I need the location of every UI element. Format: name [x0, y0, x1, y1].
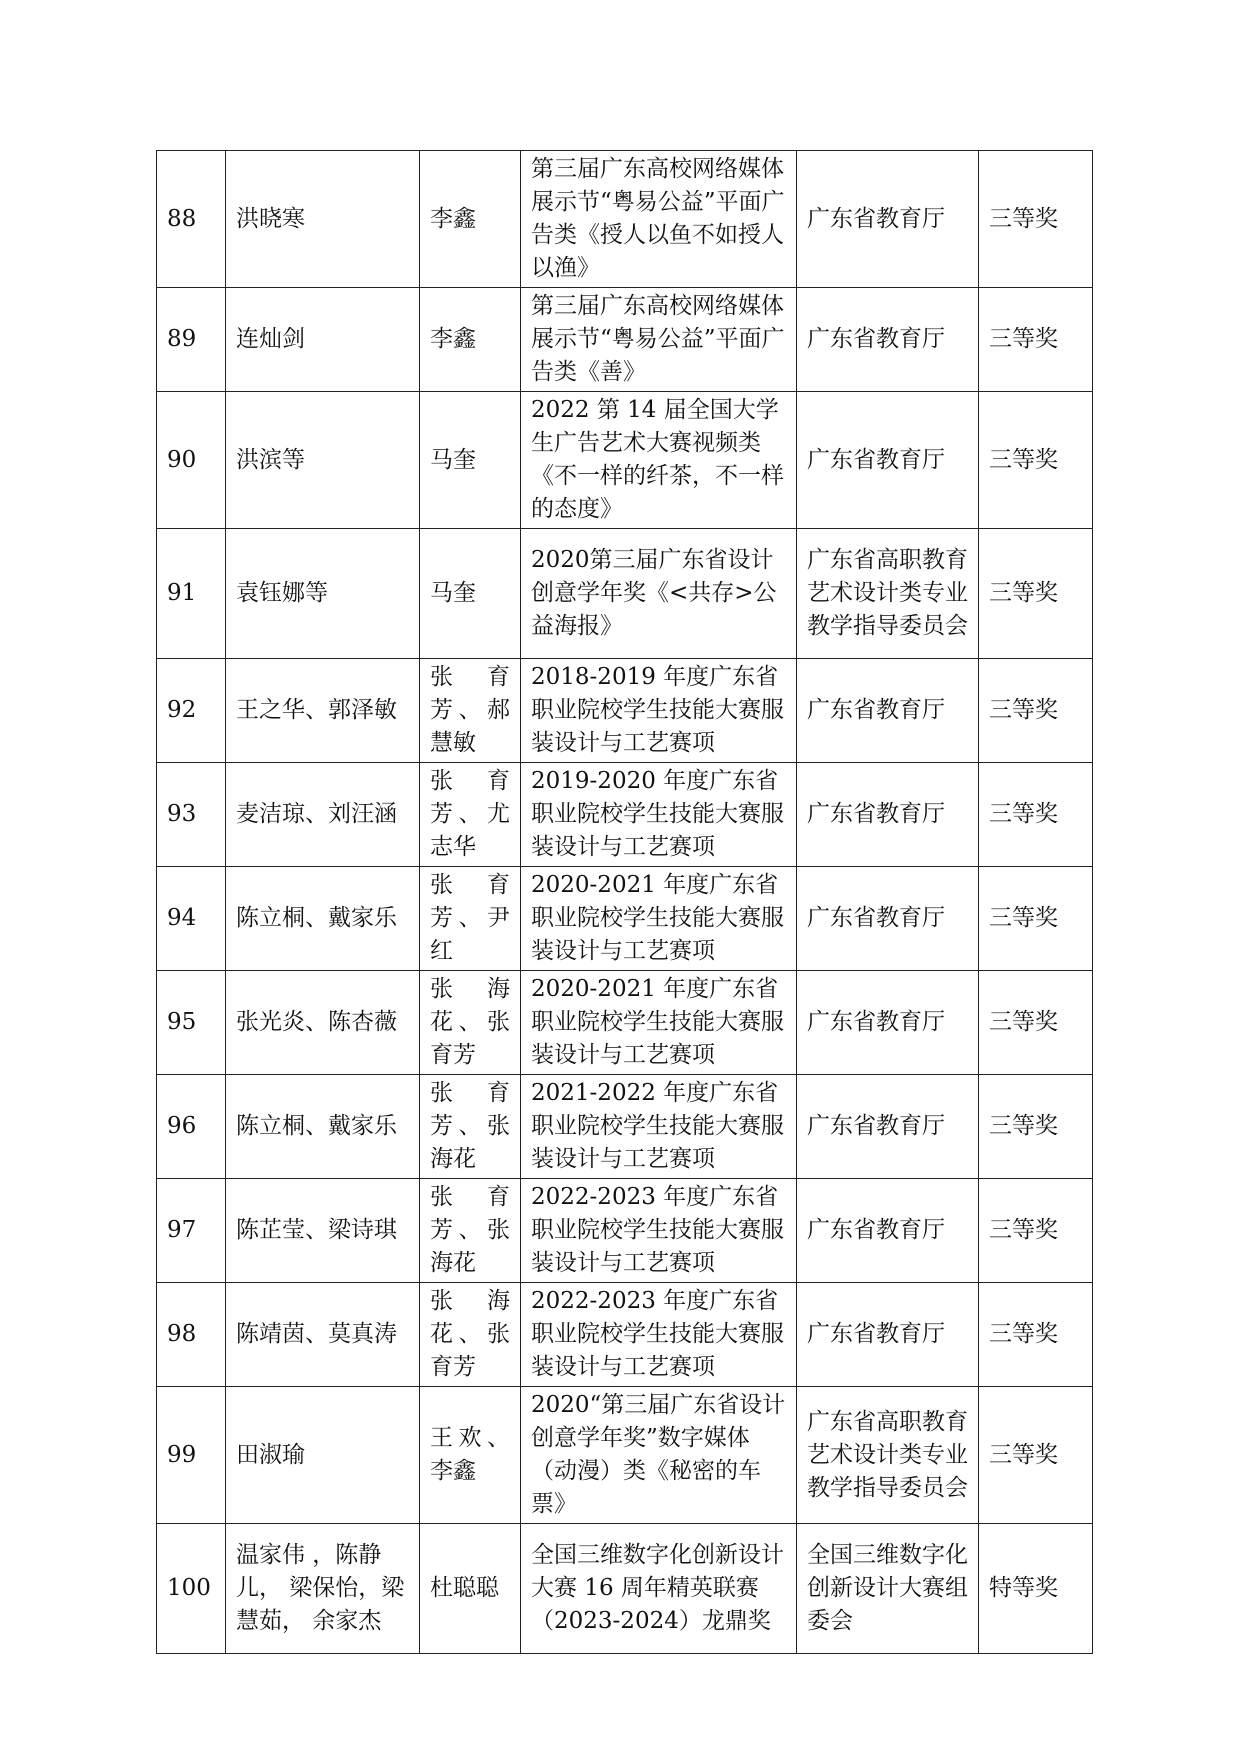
row-number: 92: [157, 659, 226, 763]
award-level: 三等奖: [979, 151, 1093, 288]
award-level: 三等奖: [979, 392, 1093, 529]
organizer: 广东省教育厅: [797, 867, 979, 971]
awards-table: [156, 150, 1093, 1654]
row-number: 96: [157, 1075, 226, 1179]
project-title: 第三届广东高校网络媒体展示节“粤易公益”平面广告类《善》: [521, 288, 797, 392]
award-level: 特等奖: [979, 1524, 1093, 1654]
table-row: [157, 392, 1093, 529]
table-row: [157, 659, 1093, 763]
award-level: 三等奖: [979, 1283, 1093, 1387]
student-names: 田淑瑜: [226, 1387, 420, 1524]
row-number: 91: [157, 529, 226, 659]
student-names: 洪晓寒: [226, 151, 420, 288]
organizer: 广东省教育厅: [797, 971, 979, 1075]
project-title: 2022 第 14 届全国大学生广告艺术大赛视频类《不一样的纤茶，不一样的态度》: [521, 392, 797, 529]
advisor-names: 王欢、李鑫: [420, 1387, 521, 1524]
advisor-names: 张 育 芳、尹红: [420, 867, 521, 971]
project-title: 2020第三届广东省设计创意学年奖《<共存>公益海报》: [521, 529, 797, 659]
project-title: 2018-2019 年度广东省职业院校学生技能大赛服装设计与工艺赛项: [521, 659, 797, 763]
row-number: 99: [157, 1387, 226, 1524]
table-row: [157, 529, 1093, 659]
advisor-names: 杜聪聪: [420, 1524, 521, 1654]
table-row: [157, 1283, 1093, 1387]
student-names: 陈立桐、戴家乐: [226, 1075, 420, 1179]
awards-table-body: [157, 151, 1093, 1654]
organizer: 广东省教育厅: [797, 151, 979, 288]
award-level: 三等奖: [979, 763, 1093, 867]
project-title: 2022-2023 年度广东省职业院校学生技能大赛服装设计与工艺赛项: [521, 1179, 797, 1283]
table-row: [157, 288, 1093, 392]
student-names: 陈芷莹、梁诗琪: [226, 1179, 420, 1283]
project-title: 2021-2022 年度广东省职业院校学生技能大赛服装设计与工艺赛项: [521, 1075, 797, 1179]
advisor-names: 李鑫: [420, 151, 521, 288]
row-number: 93: [157, 763, 226, 867]
project-title: 第三届广东高校网络媒体展示节“粤易公益”平面广告类《授人以鱼不如授人以渔》: [521, 151, 797, 288]
row-number: 90: [157, 392, 226, 529]
project-title: 2022-2023 年度广东省职业院校学生技能大赛服装设计与工艺赛项: [521, 1283, 797, 1387]
organizer: 广东省教育厅: [797, 1283, 979, 1387]
table-row: [157, 1387, 1093, 1524]
table-row: [157, 1179, 1093, 1283]
student-names: 陈立桐、戴家乐: [226, 867, 420, 971]
advisor-names: 马奎: [420, 529, 521, 659]
award-level: 三等奖: [979, 1387, 1093, 1524]
student-names: 王之华、郭泽敏: [226, 659, 420, 763]
row-number: 98: [157, 1283, 226, 1387]
row-number: 97: [157, 1179, 226, 1283]
advisor-names: 张 育 芳、张海花: [420, 1075, 521, 1179]
table-row: [157, 151, 1093, 288]
advisor-names: 张 海 花、张育芳: [420, 1283, 521, 1387]
table-row: [157, 763, 1093, 867]
award-level: 三等奖: [979, 288, 1093, 392]
advisor-names: 马奎: [420, 392, 521, 529]
table-row: [157, 867, 1093, 971]
organizer: 广东省教育厅: [797, 392, 979, 529]
student-names: 张光炎、陈杏薇: [226, 971, 420, 1075]
student-names: 陈靖茵、莫真涛: [226, 1283, 420, 1387]
table-row: [157, 1524, 1093, 1654]
student-names: 温家伟 ，陈静儿， 梁保怡，梁慧茹， 余家杰: [226, 1524, 420, 1654]
award-level: 三等奖: [979, 529, 1093, 659]
advisor-names: 李鑫: [420, 288, 521, 392]
row-number: 100: [157, 1524, 226, 1654]
award-level: 三等奖: [979, 971, 1093, 1075]
student-names: 连灿剑: [226, 288, 420, 392]
student-names: 袁钰娜等: [226, 529, 420, 659]
project-title: 全国三维数字化创新设计大赛 16 周年精英联赛（2023-2024）龙鼎奖: [521, 1524, 797, 1654]
organizer: 广东省教育厅: [797, 1075, 979, 1179]
row-number: 89: [157, 288, 226, 392]
award-level: 三等奖: [979, 659, 1093, 763]
advisor-names: 张 育 芳、尤志华: [420, 763, 521, 867]
project-title: 2019-2020 年度广东省职业院校学生技能大赛服装设计与工艺赛项: [521, 763, 797, 867]
student-names: 麦洁琼、刘汪涵: [226, 763, 420, 867]
organizer: 广东省高职教育艺术设计类专业教学指导委员会: [797, 529, 979, 659]
table-row: [157, 1075, 1093, 1179]
project-title: 2020-2021 年度广东省职业院校学生技能大赛服装设计与工艺赛项: [521, 971, 797, 1075]
advisor-names: 张 育 芳、张海花: [420, 1179, 521, 1283]
organizer: 广东省教育厅: [797, 763, 979, 867]
project-title: 2020“第三届广东省设计创意学年奖”数字媒体（动漫）类《秘密的车票》: [521, 1387, 797, 1524]
award-level: 三等奖: [979, 1179, 1093, 1283]
row-number: 88: [157, 151, 226, 288]
row-number: 94: [157, 867, 226, 971]
advisor-names: 张 海 花、张育芳: [420, 971, 521, 1075]
row-number: 95: [157, 971, 226, 1075]
advisor-names: 张 育 芳、郝慧敏: [420, 659, 521, 763]
organizer: 广东省教育厅: [797, 659, 979, 763]
award-level: 三等奖: [979, 1075, 1093, 1179]
organizer: 广东省高职教育艺术设计类专业教学指导委员会: [797, 1387, 979, 1524]
table-row: [157, 971, 1093, 1075]
organizer: 广东省教育厅: [797, 288, 979, 392]
student-names: 洪滨等: [226, 392, 420, 529]
organizer: 全国三维数字化创新设计大赛组委会: [797, 1524, 979, 1654]
project-title: 2020-2021 年度广东省职业院校学生技能大赛服装设计与工艺赛项: [521, 867, 797, 971]
organizer: 广东省教育厅: [797, 1179, 979, 1283]
award-level: 三等奖: [979, 867, 1093, 971]
